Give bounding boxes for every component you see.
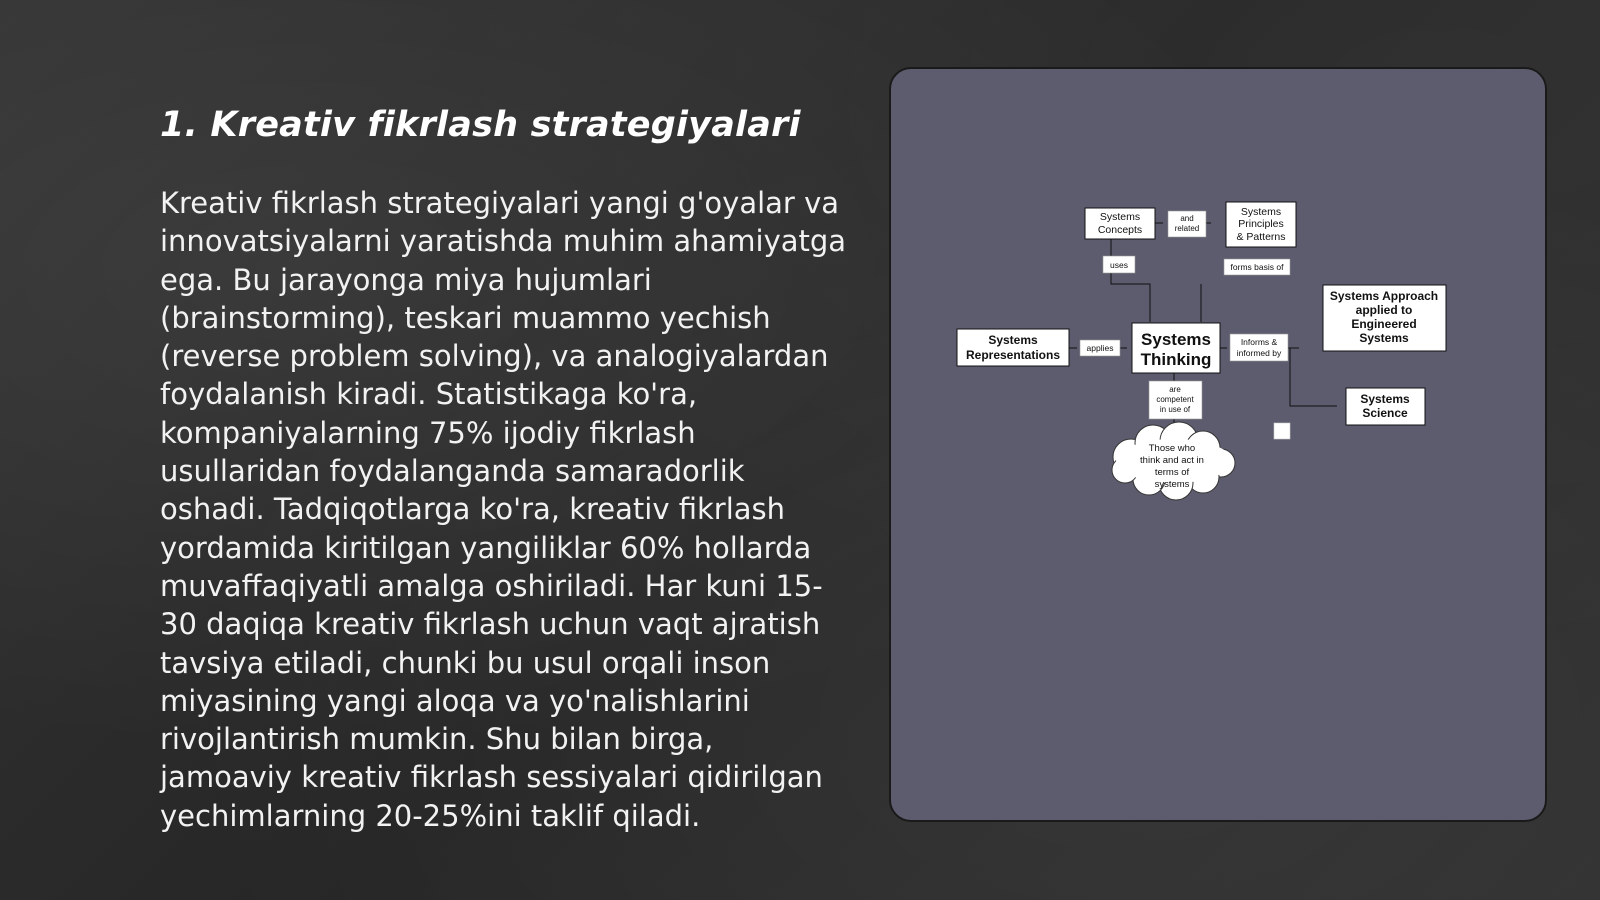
science-line2: Science (1362, 406, 1408, 420)
systems-concepts-line1: Systems (1099, 211, 1141, 223)
and-related-line2: related (1174, 224, 1200, 233)
representations-line1: Systems (988, 333, 1038, 347)
cloud-node (1112, 422, 1235, 500)
representations-line2: Representations (965, 348, 1061, 362)
competent-line1: are (1169, 385, 1181, 394)
uses-text: uses (1110, 260, 1128, 270)
informs-line2: informed by (1236, 348, 1282, 358)
competent-label (1149, 381, 1202, 419)
applies-label (1080, 340, 1120, 356)
informs-label (1230, 334, 1288, 361)
approach-line4: Systems (1359, 331, 1409, 345)
cloud-line4: systems (1154, 479, 1190, 490)
competent-line3: in use of (1159, 405, 1191, 414)
science-line1: Systems (1360, 392, 1410, 406)
slide-body-text: Kreativ fikrlash strategiyalari yangi g'oyalar va innovatsiyalarni yaratishda muhim ahamiyatga ega. Bu jarayonga miya hujumlari (brainstorming), teskari muammo yechish (reverse problem solving), va analogiyalardan foydalanish kiradi. Statistikaga ko'ra, kompaniyalarning 75% ijodiy fikrlash usullaridan foydalanganda samaradorlik oshadi. Tadqiqotlarga ko'ra, kreativ fikrlash yordamida kiritilgan yangiliklar 60% hollarda muvaffaqiyatli amalga oshiriladi. Har kuni 15-30 daqiqa kreativ fikrlash uchun vaqt ajratish tavsiya etiladi, chunki bu usul orqali inson miyasining yangi aloqa va yo'nalishlarini rivojlantirish mumkin. Shu bilan birga, jamoaviy kreativ fikrlash sessiyalari qidirilgan yechimlarning 20-25%ini taklif qiladi. (160, 186, 847, 833)
diagram-panel (889, 67, 1547, 822)
systems-thinking-diagram (891, 69, 1545, 820)
systems-concepts-node (1085, 208, 1155, 239)
principles-line1: Systems (1240, 206, 1282, 218)
thinking-line1: Systems (1141, 330, 1211, 349)
slide-title: 1. Kreativ fikrlash strategiyalari (160, 105, 801, 145)
cloud-line3: terms of (1154, 467, 1190, 478)
thinking-line2: Thinking (1140, 350, 1212, 369)
principles-line2: Principles (1238, 218, 1284, 230)
systems-thinking-node (1132, 323, 1220, 373)
approach-line1: Systems Approach (1329, 289, 1439, 303)
systems-approach-node (1323, 285, 1446, 351)
applies-text: applies (1086, 343, 1114, 353)
approach-line3: Engineered (1351, 317, 1417, 331)
and-related-label (1168, 211, 1206, 237)
forms-basis-text: forms basis of (1230, 262, 1284, 272)
informs-line1: Informs & (1240, 337, 1278, 347)
systems-principles-node (1226, 202, 1296, 247)
systems-science-node (1346, 388, 1425, 425)
cloud-line2: think and act in (1140, 455, 1204, 466)
uses-label (1103, 256, 1135, 273)
forms-basis-label (1224, 259, 1290, 275)
principles-line3: & Patterns (1236, 231, 1286, 243)
blank-square-marker (1274, 423, 1290, 439)
systems-concepts-line2: Concepts (1097, 224, 1143, 236)
and-related-line1: and (1180, 214, 1194, 223)
competent-line2: competent (1156, 395, 1194, 404)
cloud-line1: Those who (1148, 443, 1196, 454)
approach-line2: applied to (1355, 303, 1413, 317)
systems-representations-node (957, 329, 1069, 366)
